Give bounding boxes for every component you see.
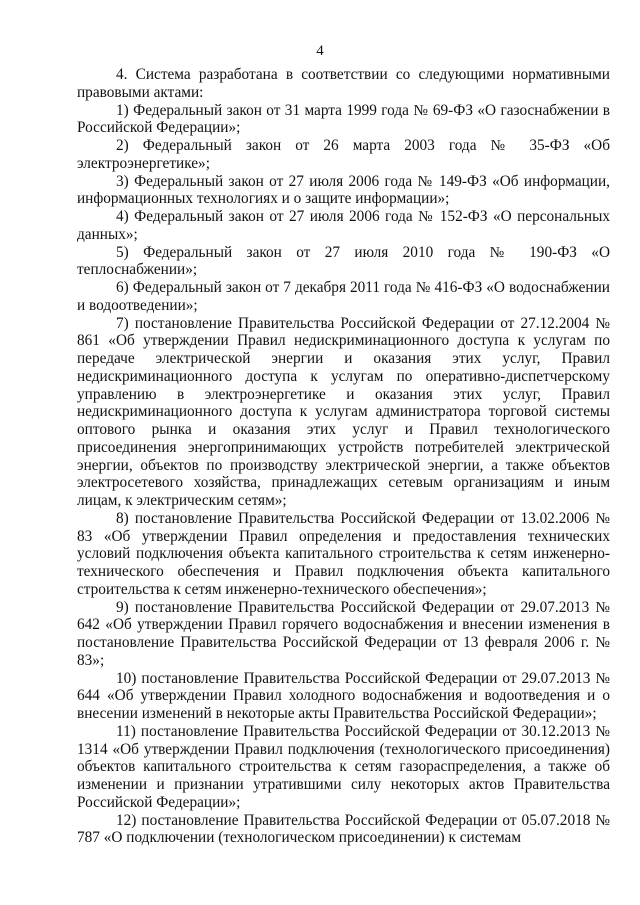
list-item: 4) Федеральный закон от 27 июля 2006 года № 152-ФЗ «О персональных данных»; bbox=[77, 208, 610, 243]
list-item: 12) постановление Правительства Российской Федерации от 05.07.2018 № 787 «О подключении (технологическом присоединении) к системам bbox=[77, 811, 610, 847]
list-item: 5) Федеральный закон от 27 июля 2010 года № 190-ФЗ «О теплоснабжении»; bbox=[77, 243, 610, 279]
list-item: 10) постановление Правительства Российской Федерации от 29.07.2013 № 644 «Об утверждении Правил холодного водоснабжения и водоотведения и о внесении изменений в некоторые акты Правительства Российской Федерации»; bbox=[77, 669, 610, 722]
document-body bbox=[77, 66, 610, 847]
list-item: 3) Федеральный закон от 27 июля 2006 года № 149-ФЗ «Об информации, информационных технологиях и о защите информации»; bbox=[77, 172, 610, 208]
list-item: 1) Федеральный закон от 31 марта 1999 года № 69-ФЗ «О газоснабжении в Российской Федерации»; bbox=[77, 101, 610, 137]
list-item: 2) Федеральный закон от 26 марта 2003 года № 35-ФЗ «Об электроэнергетике»; bbox=[77, 137, 610, 172]
page-number: 4 bbox=[316, 43, 324, 59]
list-item: 7) постановление Правительства Российской Федерации от 27.12.2004 № 861 «Об утверждении Правил недискриминационного доступа к услугам по передаче электрической энергии и оказания этих услуг, Правил недискриминационного доступа к услугам по оперативно-диспетчерскому управлению в электроэнергетике и оказания этих услуг, Правил недискриминационного доступа к услугам администратора торговой системы оптового рынка и оказания этих услуг и Правил технологического присоединения энергопринимающих устройств потребителей электрической энергии, объектов по производству электрической энергии, а также объектов электросетевого хозяйства, принадлежащих сетевым организациям и иным лицам, к электрическим сетям»; bbox=[77, 314, 610, 509]
intro-paragraph: 4. Система разработана в соответствии со следующими нормативными правовыми актами: bbox=[77, 66, 610, 101]
list-item: 9) постановление Правительства Российской Федерации от 29.07.2013 № 642 «Об утверждении Правил горячего водоснабжения и внесении изменения в постановление Правительства Российской Федерации от 13 февраля 2006 г. № 83»; bbox=[77, 598, 610, 669]
list-item: 8) постановление Правительства Российской Федерации от 13.02.2006 № 83 «Об утверждении Правил определения и предоставления технических условий подключения объекта капитального строительства к сетям инженерно-технического обеспечения и Правил подключения объекта капитального строительства к сетям инженерно-технического обеспечения»; bbox=[77, 509, 610, 598]
list-item: 11) постановление Правительства Российской Федерации от 30.12.2013 № 1314 «Об утверждении Правил подключения (технологического присоединения) объектов капитального строительства к сетям газораспределения, а также об изменении и признании утратившими силу некоторых актов Правительства Российской Федерации»; bbox=[77, 722, 610, 811]
list-item: 6) Федеральный закон от 7 декабря 2011 года № 416-ФЗ «О водоснабжении и водоотведении»; bbox=[77, 279, 610, 314]
